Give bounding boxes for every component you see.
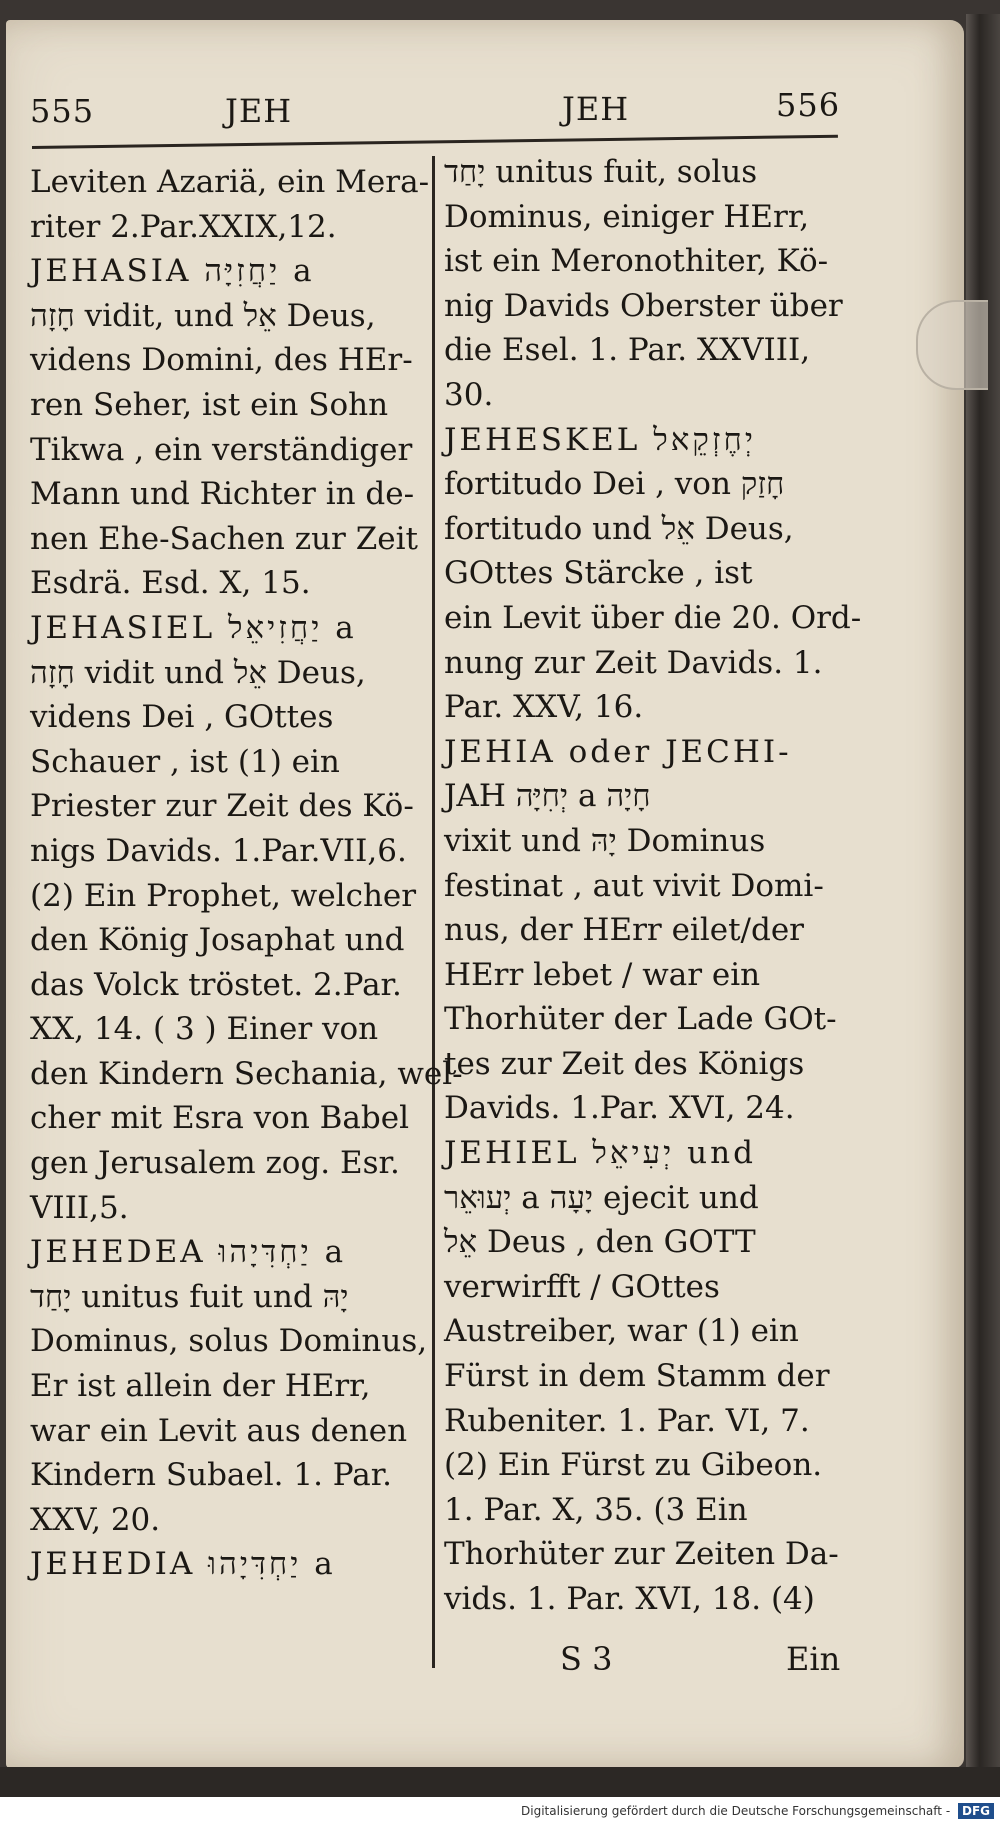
book-edge — [966, 14, 1000, 1794]
right-column-line: festinat , aut vivit Domi- — [444, 867, 824, 904]
left-column-line: Priester zur Zeit des Kö- — [30, 788, 414, 825]
right-column-line: nig Davids Oberster über — [444, 287, 843, 324]
running-head-left: JEH — [225, 92, 293, 130]
right-column-line: Dominus, einiger HErr, — [444, 198, 810, 235]
left-column-line: JEHEDEA יַחְדִּיָהוּ a — [30, 1234, 347, 1271]
left-column-line: Esdrä. Esd. X, 15. — [30, 565, 311, 602]
left-column — [30, 160, 463, 1587]
left-column-line: Leviten Azariä, ein Mera- — [30, 164, 430, 200]
left-column-line: gen Jerusalem zog. Esr. — [30, 1145, 400, 1182]
right-column-line: ist ein Meronothiter, Kö- — [444, 243, 829, 280]
dfg-logo: DFG — [958, 1803, 994, 1819]
left-column-line: חָזָה vidit und אֵל Deus, — [30, 654, 366, 691]
signature-mark: S 3 — [560, 1640, 613, 1678]
right-column-line: GOttes Stärcke , ist — [444, 555, 753, 592]
left-column-line: JEHASIEL יַחֲזִיאֵל a — [30, 609, 357, 646]
right-column-line: Austreiber, war (1) ein — [444, 1313, 799, 1350]
right-column — [444, 150, 861, 1622]
footer-text: Digitalisierung gefördert durch die Deutsche Forschungsgemeinschaft - — [521, 1804, 951, 1818]
right-column-line: Fürst in dem Stamm der — [444, 1358, 830, 1395]
left-column-line: VIII,5. — [30, 1189, 129, 1226]
right-column-line: Thorhüter zur Zeiten Da- — [444, 1536, 839, 1573]
page-number-right: 556 — [776, 86, 841, 124]
left-column-line: nen Ehe-Sachen zur Zeit — [30, 520, 418, 557]
right-column-line: Davids. 1.Par. XVI, 24. — [444, 1090, 795, 1127]
right-column-line: fortitudo Dei , von חָזַק — [444, 466, 785, 503]
left-column-line: nigs Davids. 1.Par.VII,6. — [30, 832, 407, 869]
right-column-line: vixit und יָהּ Dominus — [444, 822, 766, 859]
right-column-line: fortitudo und אֵל Deus, — [444, 510, 794, 547]
left-column-line: riter 2.Par.XXIX,12. — [30, 208, 337, 245]
right-column-line: HErr lebet / war ein — [444, 956, 761, 993]
right-column-line: Par. XXV, 16. — [444, 689, 644, 726]
left-column-line: Er ist allein der HErr, — [30, 1368, 371, 1405]
running-head-right: JEH — [562, 90, 630, 128]
left-column-line: den König Josaphat und — [30, 922, 405, 959]
right-column-line: JEHIA oder JECHI- — [444, 733, 792, 770]
left-column-line: XX, 14. ( 3 ) Einer von — [30, 1011, 379, 1048]
right-column-line: ein Levit über die 20. Ord- — [444, 599, 862, 636]
left-column-line: יָחַד unitus fuit und יָהּ — [30, 1278, 349, 1315]
right-column-line: Thorhüter der Lade GOt- — [444, 1001, 837, 1038]
right-column-line: JEHESKEL יְחֶזְקֵאל — [444, 421, 756, 458]
left-column-line: cher mit Esra von Babel — [30, 1100, 410, 1137]
left-column-line: Schauer , ist (1) ein — [30, 743, 340, 780]
left-column-line: den Kindern Sechania, wel- — [30, 1055, 463, 1092]
right-column-line: JEHIEL יְעִיאֵל und — [444, 1135, 756, 1172]
right-column-line: (2) Ein Fürst zu Gibeon. — [444, 1447, 823, 1484]
right-column-line: יָחַד unitus fuit, solus — [444, 154, 758, 190]
left-column-line: videns Dei , GOttes — [30, 699, 334, 736]
right-column-line: JAH יְחִיָּה a חָיָה — [444, 778, 651, 815]
left-column-line: das Volck tröstet. 2.Par. — [30, 966, 402, 1003]
left-column-line: Kindern Subael. 1. Par. — [30, 1457, 393, 1494]
left-column-line: חָזָה vidit, und אֵל Deus, — [30, 297, 376, 334]
catchword: Ein — [786, 1640, 841, 1678]
right-column-line: nung zur Zeit Davids. 1. — [444, 644, 823, 681]
left-column-line: JEHEDIA יַחְדִּיָהוּ a — [30, 1546, 336, 1583]
scan-bottom-band — [0, 1767, 1000, 1797]
page-clip — [916, 300, 988, 390]
footer-credit — [0, 1797, 1000, 1825]
right-column-line: tes zur Zeit des Königs — [444, 1045, 805, 1082]
right-column-line: יְעוּאֵר a יָעָה ejecit und — [444, 1179, 759, 1216]
left-column-line: (2) Ein Prophet, welcher — [30, 877, 417, 914]
left-column-line: ren Seher, ist ein Sohn — [30, 386, 389, 423]
left-column-line: JEHASIA יַחֲזִיָּה a — [30, 253, 315, 290]
right-column-line: die Esel. 1. Par. XXVIII, — [444, 332, 811, 369]
right-column-line: vids. 1. Par. XVI, 18. (4) — [444, 1581, 815, 1617]
right-column-line: 1. Par. X, 35. (3 Ein — [444, 1491, 748, 1528]
right-column-line: 30. — [444, 376, 494, 413]
left-column-line: videns Domini, des HEr- — [30, 342, 413, 379]
left-column-line: Dominus, solus Dominus, — [30, 1323, 428, 1360]
left-column-line: Tikwa , ein verständiger — [30, 431, 413, 468]
right-column-line: nus, der HErr eilet/der — [444, 912, 804, 949]
right-column-line: אֵל Deus , den GOTT — [444, 1224, 756, 1261]
left-column-line: war ein Levit aus denen — [30, 1412, 408, 1449]
page-number-left: 555 — [30, 92, 95, 130]
left-column-line: Mann und Richter in de- — [30, 476, 415, 513]
left-column-line: XXV, 20. — [30, 1501, 161, 1538]
right-column-line: verwirfft / GOttes — [444, 1268, 720, 1305]
right-column-line: Rubeniter. 1. Par. VI, 7. — [444, 1402, 810, 1439]
